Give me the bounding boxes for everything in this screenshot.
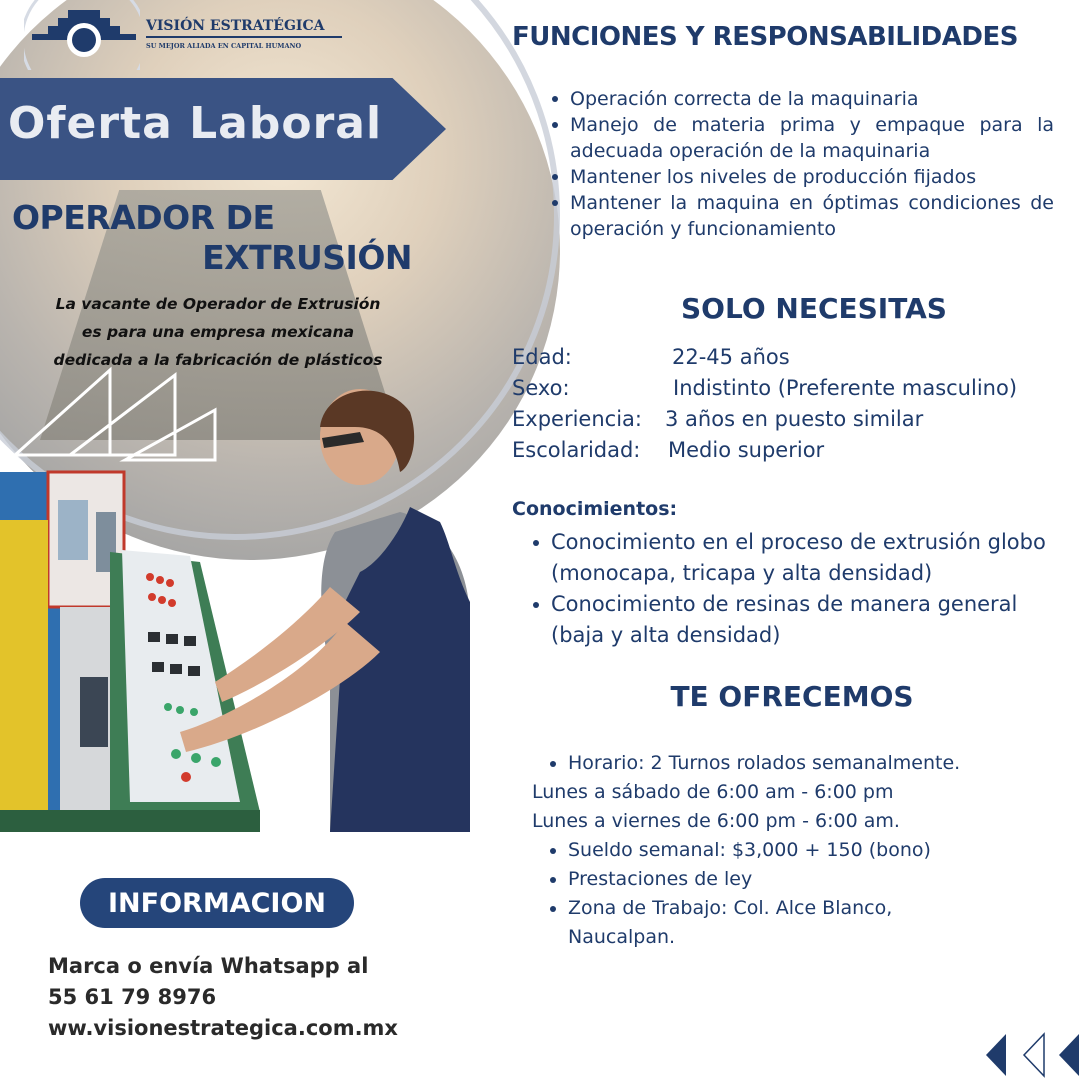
chevron-left-icon[interactable]: [982, 1032, 1080, 1078]
requirement-value: Indistinto (Preferente masculino): [673, 376, 1018, 400]
list-item: Horario: 2 Turnos rolados semanalmente.: [532, 749, 1052, 778]
logo-title: VISIÓN ESTRATÉGICA: [146, 18, 342, 38]
contact-info: [48, 951, 468, 1044]
offer-schedule-list: [532, 749, 1052, 778]
requirement-label: Escolaridad:: [512, 438, 641, 462]
intro-line: dedicada a la fabricación de plásticos: [53, 351, 383, 369]
functions-heading: FUNCIONES Y RESPONSABILIDADES: [512, 22, 1018, 52]
requirement-row: [512, 342, 1072, 373]
intro-line: La vacante de Operador de Extrusión: [55, 295, 381, 313]
requirement-row: [512, 404, 1072, 435]
offer-heading: TE OFRECEMOS: [670, 680, 914, 713]
requirement-row: [512, 435, 1072, 466]
knowledge-list: [531, 527, 1071, 651]
schedule-shift-2: Lunes a viernes de 6:00 pm - 6:00 am.: [532, 810, 900, 832]
requirement-label: Edad:: [512, 345, 572, 369]
job-intro: [4, 290, 432, 374]
info-pill: INFORMACION: [80, 878, 354, 928]
list-item: Operación correcta de la maquinaria: [550, 86, 1054, 112]
offer-benefits-list: [532, 836, 1052, 952]
knowledge-heading: Conocimientos:: [512, 498, 678, 520]
requirement-value: Medio superior: [668, 438, 825, 462]
contact-instruction: Marca o envía Whatsapp al: [48, 954, 369, 978]
list-item: Mantener la maquina en óptimas condiciones de operación y funcionamiento: [550, 190, 1054, 242]
requirement-row: [512, 373, 1072, 404]
worker-photo: [0, 372, 490, 832]
offer-section: [532, 749, 1052, 952]
logo-subtitle: SU MEJOR ALIADA EN CAPITAL HUMANO: [146, 42, 302, 50]
list-item: Zona de Trabajo: Col. Alce Blanco, Naucalpan.: [532, 894, 952, 952]
requirement-value: 22-45 años: [672, 345, 790, 369]
company-logo: [18, 0, 338, 78]
requirement-label: Sexo:: [512, 376, 570, 400]
schedule-shift-1: Lunes a sábado de 6:00 am - 6:00 pm: [532, 781, 894, 803]
contact-phone[interactable]: 55 61 79 8976: [48, 985, 217, 1009]
list-item: Manejo de materia prima y empaque para la adecuada operación de la maquinaria: [550, 112, 1054, 164]
list-item: Mantener los niveles de producción fijados: [550, 164, 1054, 190]
requirements-heading: SOLO NECESITAS: [681, 292, 947, 325]
list-item: Sueldo semanal: $3,000 + 150 (bono): [532, 836, 1052, 865]
requirement-label: Experiencia:: [512, 407, 642, 431]
intro-line: es para una empresa mexicana: [81, 323, 355, 341]
contact-website[interactable]: ww.visionestrategica.com.mx: [48, 1016, 398, 1040]
requirement-value: 3 años en puesto similar: [665, 407, 924, 431]
offer-banner-title: Oferta Laboral: [8, 98, 383, 149]
list-item: Prestaciones de ley: [532, 865, 1052, 894]
job-title-line2: EXTRUSIÓN: [202, 238, 412, 277]
job-title-line1: OPERADOR DE: [12, 198, 275, 237]
job-title: [12, 198, 412, 278]
requirements-table: [512, 342, 1072, 466]
list-item: Conocimiento de resinas de manera general (baja y alta densidad): [531, 589, 1071, 651]
logo-mark-icon: [24, 0, 140, 70]
list-item: Conocimiento en el proceso de extrusión globo (monocapa, tricapa y alta densidad): [531, 527, 1071, 589]
functions-list: [550, 86, 1054, 242]
